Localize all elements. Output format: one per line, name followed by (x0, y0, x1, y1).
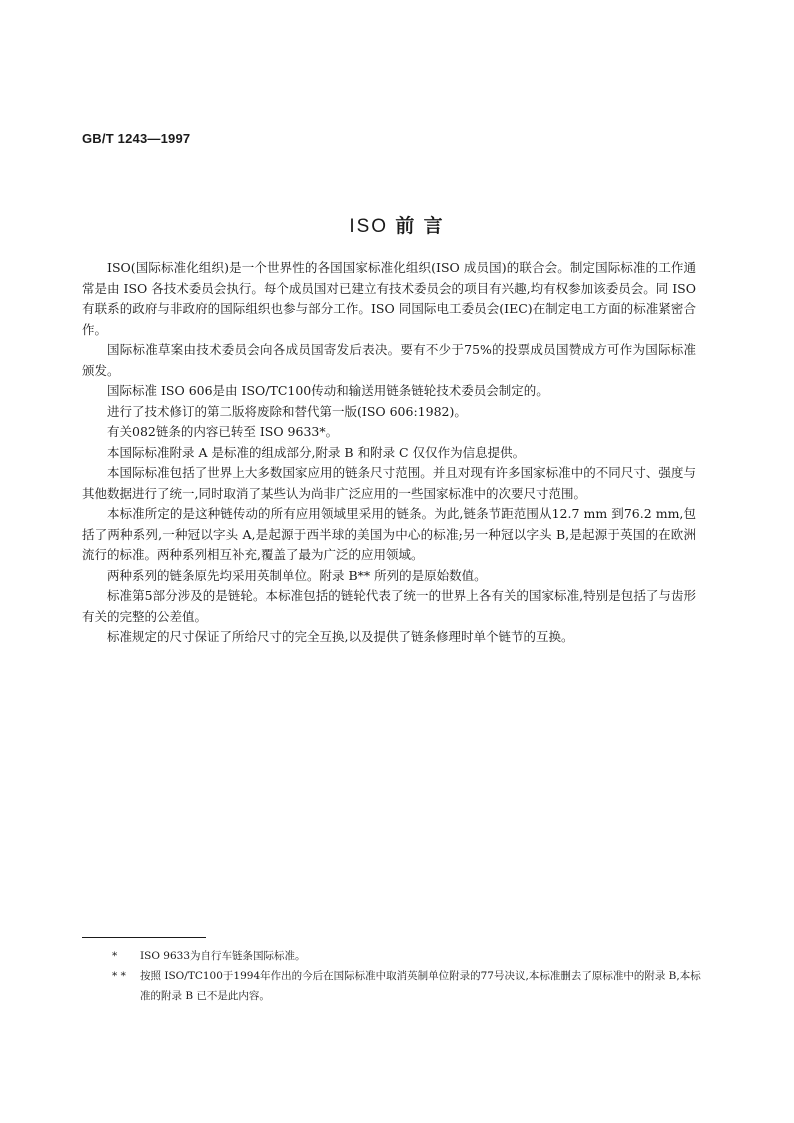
paragraph-6: 本国际标准附录 A 是标准的组成部分,附录 B 和附录 C 仅仅作为信息提供。 (107, 444, 526, 460)
footnotes (112, 946, 702, 1006)
standard-code: GB/T 1243—1997 (82, 131, 191, 146)
footnote-mark: * * (112, 970, 126, 982)
page-title (0, 211, 794, 238)
paragraph-5: 有关082链条的内容已转至 ISO 9633*。 (107, 424, 339, 439)
footnote-text: ISO 9633为自行车链条国际标准。 (140, 950, 306, 962)
paragraph-11: 标准规定的尺寸保证了所给尺寸的完全互换,以及提供了链条修理时单个链节的互换。 (107, 629, 574, 644)
paragraph-10: 标准第5部分涉及的是链轮。本标准包括的链轮代表了统一的世界上各有关的国家标准,特别是包括了与齿形有关的完整的公差值。 (82, 588, 696, 624)
paragraph-9: 两种系列的链条原先均采用英制单位。附录 B** 所列的是原始数值。 (107, 567, 487, 583)
footnote-2 (112, 966, 702, 1006)
paragraph-7: 本国际标准包括了世界上大多数国家应用的链条尺寸范围。并且对现有许多国家标准中的不同尺寸、强度与其他数据进行了统一,同时取消了某些认为尚非广泛应用的一些国家标准中的次要尺寸范围。 (82, 465, 696, 501)
paragraph-4: 进行了技术修订的第二版将废除和替代第一版(ISO 606:1982)。 (107, 403, 467, 419)
paragraph-3: 国际标准 ISO 606是由 ISO/TC100传动和输送用链条链轮技术委员会制定的。 (107, 383, 549, 398)
footnote-1 (112, 946, 702, 966)
title-prefix: ISO (349, 216, 389, 237)
footnote-divider (82, 937, 206, 938)
footnote-mark: * (112, 950, 118, 962)
title-main: 前 言 (395, 216, 445, 237)
footnote-text: 按照 ISO/TC100于1994年作出的今后在国际标准中取消英制单位附录的77号决议,本标准删去了原标准中的附录 B,本标准的附录 B 已不是此内容。 (140, 970, 701, 1002)
foreword-body (82, 258, 696, 648)
paragraph-8: 本标准所定的是这种链传动的所有应用领域里采用的链条。为此,链条节距范围从12.7 mm 到76.2 mm,包括了两种系列,一种冠以字头 A,是起源于西半球的美国为中心的标准;另一种冠以字头 B,是起源于英国的在欧洲流行的标准。两种系列相互补充,覆盖了最为广泛的应用领域。 (82, 506, 696, 562)
paragraph-1: ISO(国际标准化组织)是一个世界性的各国国家标准化组织(ISO 成员国)的联合会。制定国际标准的工作通常是由 ISO 各技术委员会执行。每个成员国对已建立有技术委员会的项目有兴趣,均有权参加该委员会。同 ISO 有联系的政府与非政府的国际组织也参与部分工作。ISO 同国际电工委员会(IEC)在制定电工方面的标准紧密合作。 (82, 260, 696, 337)
paragraph-2: 国际标准草案由技术委员会向各成员国寄发后表决。要有不少于75%的投票成员国赞成方可作为国际标准颁发。 (82, 342, 696, 378)
